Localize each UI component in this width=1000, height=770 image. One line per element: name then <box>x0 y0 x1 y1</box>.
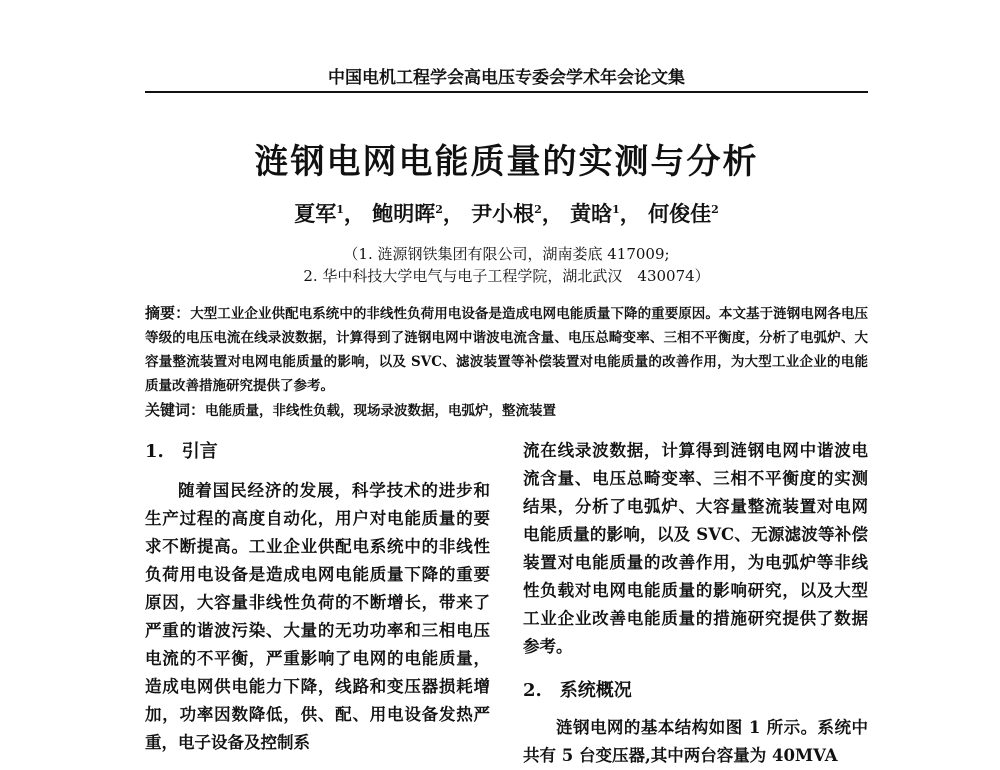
keywords-text: 电能质量，非线性负载，现场录波数据，电弧炉，整流装置 <box>205 403 557 419</box>
intro-paragraph: 随着国民经济的发展，科学技术的进步和生产过程的高度自动化，用户对电能质量的要求不断提高。工业企业供配电系统中的非线性负荷用电设备是造成电网电能质量下降的重要原因，大容量非线性负荷的不断增长，带来了严重的谐波污染、大量的无功功率和三相电压电流的不平衡，严重影响了电网的电能质量，造成电网供电能力下降，线路和变压器损耗增加，功率因数降低，供、配、用电设备发热严重，电子设备及控制系 <box>145 481 490 752</box>
section-heading-system-overview: 2. 系统概况 <box>523 680 632 701</box>
running-header: 中国电机工程学会高电压专委会学术年会论文集 <box>328 68 685 88</box>
affiliation-2: 2. 华中科技大学电气与电子工程学院，湖北武汉 430074） <box>303 267 710 285</box>
author-list: 夏军$^1$， 鲍明晖$^2$， 尹小根$^2$， 黄晗$^1$， 何俊佳$^2$ <box>294 201 719 226</box>
abstract <box>145 301 868 398</box>
author: 鲍明晖 <box>372 201 436 226</box>
author: 尹小根 <box>471 201 535 226</box>
author-affiliation-mark: 1 <box>612 203 620 216</box>
header-rule <box>145 91 868 93</box>
system-overview-paragraph: 涟钢电网的基本结构如图 1 所示。系统中共有 5 台变压器,其中两台容量为 40MVA <box>523 718 868 765</box>
abstract-label: 摘要： <box>145 304 191 322</box>
author-affiliation-mark: 2 <box>711 203 719 216</box>
affiliation-1: （1. 涟源钢铁集团有限公司，湖南娄底 417009; <box>343 245 670 263</box>
intro-paragraph-continued: 流在线录波数据，计算得到涟钢电网中谐波电流含量、电压总畸变率、三相不平衡度的实测结果，分析了电弧炉、大容量整流装置对电网电能质量的影响，以及 SVC、无源滤波等补偿装置对电能质量的改善作用，为电弧炉等非线性负载对电网电能质量的影响研究，以及大型工业企业改善电能质量的措施研究提供了数据参考。 <box>523 441 868 656</box>
author: 何俊佳 <box>648 201 712 226</box>
keywords <box>145 399 868 420</box>
author-affiliation-mark: 1 <box>336 203 344 216</box>
author: 黄晗 <box>570 201 613 226</box>
paper-title: 涟钢电网电能质量的实测与分析 <box>254 142 759 182</box>
section-heading-introduction: 1. 引言 <box>145 441 218 462</box>
author-affiliation-mark: 2 <box>534 203 542 216</box>
abstract-text: 大型工业企业供配电系统中的非线性负荷用电设备是造成电网电能质量下降的重要原因。本文基于涟钢电网各电压等级的电压电流在线录波数据，计算得到了涟钢电网中谐波电流含量、电压总畸变率、三相不平衡度，分析了电弧炉、大容量整流装置对电网电能质量的影响，以及 SVC、滤波装置等补偿装置对电能质量的改善作用，为大型工业企业的电能质量改善措施研究提供了参考。 <box>145 306 868 394</box>
author-affiliation-mark: 2 <box>435 203 443 216</box>
author: 夏军 <box>294 201 337 226</box>
keywords-label: 关键词： <box>145 401 206 419</box>
